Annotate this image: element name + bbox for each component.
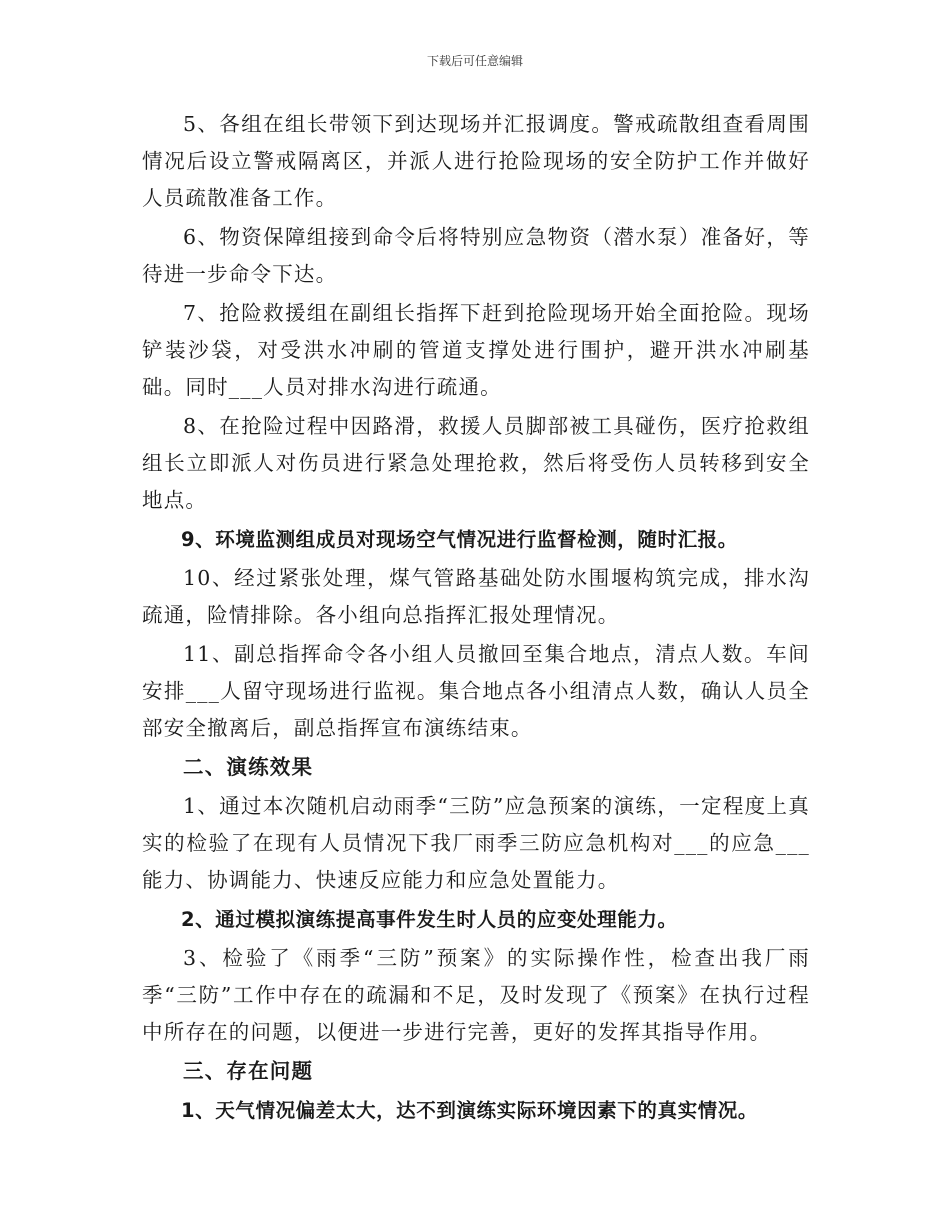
section-heading-problems: 三、存在问题 <box>183 1059 314 1083</box>
paragraph-9: 9、环境监测组成员对现场空气情况进行监督检测，随时汇报。 <box>181 528 738 551</box>
effect-item-1: 1、通过本次随机启动雨季“三防”应急预案的演练，一定程度上真实的检验了在现有人员情况下我厂雨季三防应急机构对___的应急___能力、协调能力、快速反应能力和应急处置能力。 <box>142 794 810 892</box>
paragraph-7: 7、抢险救援组在副组长指挥下赶到抢险现场开始全面抢险。现场铲装沙袋，对受洪水冲刷的管道支撑处进行围护，避开洪水冲刷基础。同时___人员对排水沟进行疏通。 <box>142 301 810 399</box>
effect-item-2: 2、通过模拟演练提高事件发生时人员的应变处理能力。 <box>181 908 678 931</box>
problem-item-1: 1、天气情况偏差太大，达不到演练实际环境因素下的真实情况。 <box>181 1099 758 1122</box>
paragraph-11: 11、副总指挥命令各小组人员撤回至集合地点，清点人数。车间安排___人留守现场进行监视。集合地点各小组清点人数，确认人员全部安全撤离后，副总指挥宣布演练结束。 <box>142 642 810 740</box>
paragraph-5: 5、各组在组长带领下到达现场并汇报调度。警戒疏散组查看周围情况后设立警戒隔离区，并派人进行抢险现场的安全防护工作并做好人员疏散准备工作。 <box>142 112 810 210</box>
page-header: 下载后可任意编辑 <box>426 54 523 68</box>
document-body <box>142 106 810 1131</box>
section-heading-drill-effect: 二、演练效果 <box>183 755 314 779</box>
paragraph-8: 8、在抢险过程中因路滑，救援人员脚部被工具碰伤，医疗抢救组组长立即派人对伤员进行紧急处理抢救，然后将受伤人员转移到安全地点。 <box>142 414 810 512</box>
effect-item-3: 3、检验了《雨季“三防”预案》的实际操作性，检查出我厂雨季“三防”工作中存在的疏漏和不足，及时发现了《预案》在执行过程中所存在的问题，以便进一步进行完善，更好的发挥其指导作用。 <box>142 946 810 1044</box>
paragraph-10: 10、经过紧张处理，煤气管路基础处防水围堰构筑完成，排水沟疏通，险情排除。各小组向总指挥汇报处理情况。 <box>142 566 810 627</box>
paragraph-6: 6、物资保障组接到命令后将特别应急物资（潜水泵）准备好，等待进一步命令下达。 <box>142 225 810 286</box>
